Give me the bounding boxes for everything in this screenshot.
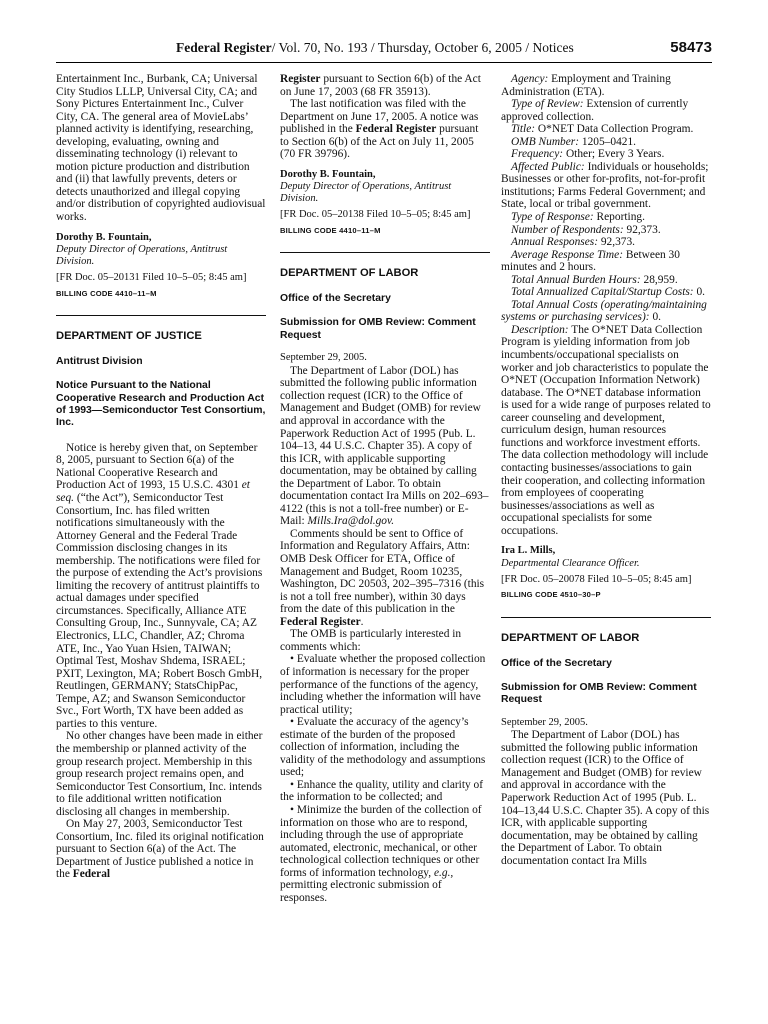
ombi-field xyxy=(501,136,711,149)
field-label: Type of Response: xyxy=(511,211,594,224)
fr-doc-line: [FR Doc. 05–20138 Filed 10–5–05; 8:45 am] xyxy=(280,209,471,221)
continued-paragraph: Entertainment Inc., Burbank, CA; Universal City Studios LLLP, Universal City, CA; and Sony Pictures Entertainment Inc., Culver City, CA. The general area of MovieLabs’ planned activity is identifying, researching, developing, evaluating, owning and disseminating technology (i) relevant to motion picture production and distribution and (ii) that lawfully prevents, deters or detects unauthorized and illegal copying and/or distribution of copyrighted audiovisual works. xyxy=(56,73,266,224)
billing-code: BILLING CODE 4410–11–M xyxy=(280,225,381,235)
field-value: The O*NET Data Collection Program is yielding information from job incumbents/occupational specialists on worker and job characteristics to populate the O*NET (Occupation Information Network) database. The O*NET database information is used for a wide range of purposes related to career counseling and development, curriculum design, human resources functions and workforce investment efforts. The data collection methodology will include contacting businesses/associations to gain their cooperation, and collecting information from employees of cooperating businesses/associations as well as occupational specialists for some occupations. xyxy=(501,323,711,537)
continued-paragraph: Register pursuant to Section 6(b) of the Act on June 17, 2003 (68 FR 35913). xyxy=(280,73,481,98)
ombi-field-list xyxy=(501,73,711,537)
contact-email: Mills.Ira@dol.gov. xyxy=(307,515,395,528)
body-paragraph: The OMB is particularly interested in comments which: xyxy=(280,628,462,653)
ombi-field xyxy=(501,161,711,211)
field-value: Individuals or households; Businesses or other for-profits, not-for-profit institutions; Farms Federal Government; and State, local or tribal government. xyxy=(501,160,709,211)
field-value: Reporting. xyxy=(596,211,645,224)
ombi-field xyxy=(501,123,711,136)
bullet-item: • Evaluate whether the proposed collection of information is necessary for the proper performance of the functions of the agency, including whether the information will have practical utility; xyxy=(280,653,490,716)
field-value: Employment and Training Administration (ETA). xyxy=(501,73,671,98)
bullet-item: • Evaluate the accuracy of the agency’s estimate of the burden of the proposed collection of information, including the validity of the methodology and assumptions used; xyxy=(280,716,490,779)
body-paragraph: Comments should be sent to Office of Information and Regulatory Affairs, Attn: OMB Desk Officer for ETA, Office of Management and Budget, Room 10235, Washington, DC 20503, 202–395–7316 (this is not a toll free number), within 30 days from the date of this publication in the Federal Register. xyxy=(280,527,485,628)
field-value: 0. xyxy=(696,286,706,299)
field-label: Total Annual Burden Hours: xyxy=(511,273,641,286)
signer-title: Departmental Clearance Officer. xyxy=(501,557,640,569)
agency-heading: DEPARTMENT OF LABOR xyxy=(280,267,419,280)
body-paragraph: No other changes have been made in either the membership or planned activity of the group research project. Membership in this group research project remains open, and Semiconductor Test Consortium, Inc. intends to file additional written notification disclosing all changes in membership. xyxy=(56,730,263,818)
body-paragraph: On May 27, 2003, Semiconductor Test Consortium, Inc. filed its original notification pursuant to Section 6(a) of the Act. The Department of Justice published a notice in the Federal xyxy=(56,818,264,881)
page-number: 58473 xyxy=(670,39,712,56)
field-label: OMB Number: xyxy=(511,135,580,148)
signer-title: Deputy Director of Operations, Antitrust Division. xyxy=(280,181,452,205)
field-value: 28,959. xyxy=(643,273,678,286)
issue-citation: / Vol. 70, No. 193 / Thursday, October 6, 2005 / Notices xyxy=(271,40,574,55)
notice-date: September 29, 2005. xyxy=(280,352,367,364)
field-label: Total Annualized Capital/Startup Costs: xyxy=(511,286,694,299)
body-paragraph: The Department of Labor (DOL) has submitted the following public information collection request (ICR) to the Office of Management and Budget (OMB) for review and approval in accordance with the Paperwork Reduction Act of 1995 (Pub. L. 104–13,44 U.S.C. Chapter 35). A copy of this ICR, with applicable supporting documentation, may be obtained by calling the Department of Labor. To obtain documentation contact Ira Mills xyxy=(501,729,710,867)
column-1 xyxy=(56,73,266,881)
notice-title: Notice Pursuant to the National Cooperative Research and Production Act of 1993—Semiconductor Test Consortium, Inc. xyxy=(56,380,266,429)
signer-title: Deputy Director of Operations, Antitrust Division. xyxy=(56,244,228,268)
publication-name: Federal Register xyxy=(176,40,272,55)
signer-name: Dorothy B. Fountain, xyxy=(56,231,152,243)
fr-doc-line: [FR Doc. 05–20131 Filed 10–5–05; 8:45 am] xyxy=(56,272,247,284)
ombi-field xyxy=(501,286,711,299)
section-rule xyxy=(501,617,711,618)
signer-name: Ira L. Mills, xyxy=(501,545,556,557)
field-label: Title: xyxy=(511,123,536,136)
billing-code: BILLING CODE 4410–11–M xyxy=(56,288,157,298)
ombi-field xyxy=(501,224,711,237)
section-rule xyxy=(56,315,266,316)
body-paragraph: The Department of Labor (DOL) has submitted the following public information collection request (ICR) to the Office of Management and Budget (OMB) for review and approval in accordance with the Paperwork Reduction Act of 1995 (Pub. L. 104–13, 44 U.S.C. Chapter 35). A copy of this ICR, with applicable supporting documentation, may be obtained by calling the Department of Labor. To obtain documentation contact Ira Mills on 202–693–4122 (this is not a toll-free number) or E-Mail: Mills.Ira@dol.gov. xyxy=(280,364,489,528)
field-label: Type of Review: xyxy=(511,98,584,111)
page-header xyxy=(56,40,712,58)
ombi-field xyxy=(501,148,711,161)
section-rule xyxy=(280,252,490,253)
ombi-field xyxy=(501,98,711,123)
field-value: Extension of currently approved collection. xyxy=(501,98,689,123)
billing-code: BILLING CODE 4510–30–P xyxy=(501,590,601,600)
field-value: Other; Every 3 Years. xyxy=(565,148,665,161)
field-value: 92,373. xyxy=(626,223,661,236)
subagency-heading: Office of the Secretary xyxy=(280,293,391,305)
bullet-item: • Minimize the burden of the collection of information on those who are to respond, including through the use of appropriate automated, electronic, mechanical, or other technological collection techniques or other forms of information technology, e.g., permitting electronic submission of responses. xyxy=(280,804,490,904)
field-label: Average Response Time: xyxy=(511,248,623,261)
field-value: Between 30 minutes and 2 hours. xyxy=(501,248,680,274)
column-2 xyxy=(280,73,490,904)
field-label: Total Annual Costs (operating/maintaining systems or purchasing services): xyxy=(501,298,707,324)
fr-doc-line: [FR Doc. 05–20078 Filed 10–5–05; 8:45 am] xyxy=(501,573,692,585)
field-label: Number of Respondents: xyxy=(511,223,624,236)
notice-date: September 29, 2005. xyxy=(501,716,588,728)
field-label: Agency: xyxy=(511,73,549,85)
field-value: 1205–0421. xyxy=(581,135,636,148)
running-head xyxy=(176,40,574,56)
body-paragraph: Notice is hereby given that, on September 8, 2005, pursuant to Section 6(a) of the National Cooperative Research and Production Act of 1993, 15 U.S.C. 4301 et seq. (“the Act”), Semiconductor Test Consortium, Inc. has filed written notifications simultaneously with the Attorney General and the Federal Trade Commission disclosing changes in its membership. The notifications were filed for the purpose of extending the Act’s provisions limiting the recovery of antitrust plaintiffs to actual damages under specified circumstances. Specifically, Alliance ATE Consulting Group, Inc., Sunnyvale, CA; AZ Electronics, LLC, Chandler, AZ; Chroma ATE, Inc., Yao Yuan Hsien, TAIWAN; Optimal Test, Moshav Shdema, ISRAEL; PXIT, Lexington, MA; Robert Bosch GmbH, Reutlingen, GERMANY; StatsChipPac, Tempe, AZ; and Swanson Semiconductor Svc., Fort Worth, TX have been added as parties to this venture. xyxy=(56,441,263,730)
ombi-field xyxy=(501,249,711,274)
field-value: 92,373. xyxy=(600,236,636,249)
ombi-field xyxy=(501,274,711,287)
field-value: O*NET Data Collection Program. xyxy=(537,123,694,136)
ombi-field xyxy=(501,324,711,537)
notice-title: Submission for OMB Review: Comment Request xyxy=(501,681,697,706)
agency-heading: DEPARTMENT OF LABOR xyxy=(501,631,640,644)
field-label: Annual Responses: xyxy=(511,236,598,249)
header-rule xyxy=(56,62,712,63)
column-3 xyxy=(501,73,711,867)
bullet-item: • Enhance the quality, utility and clarity of the information to be collected; and xyxy=(280,779,490,804)
field-label: Frequency: xyxy=(511,148,564,161)
agency-heading: DEPARTMENT OF JUSTICE xyxy=(56,330,202,343)
ombi-field xyxy=(501,211,711,224)
ombi-field xyxy=(501,236,711,249)
field-label: Affected Public: xyxy=(511,160,585,173)
ombi-field xyxy=(501,73,711,98)
signer-name: Dorothy B. Fountain, xyxy=(280,168,376,180)
notice-title: Submission for OMB Review: Comment Request xyxy=(280,317,476,341)
subagency-heading: Office of the Secretary xyxy=(501,657,612,669)
ombi-field xyxy=(501,299,711,324)
field-label: Description: xyxy=(511,323,569,336)
field-value: 0. xyxy=(652,311,661,324)
body-paragraph: The last notification was filed with the Department on June 17, 2005. A notice was published in the Federal Register pursuant to Section 6(b) of the Act on July 11, 2005 (70 FR 39796). xyxy=(280,98,479,161)
subagency-heading: Antitrust Division xyxy=(56,356,143,368)
